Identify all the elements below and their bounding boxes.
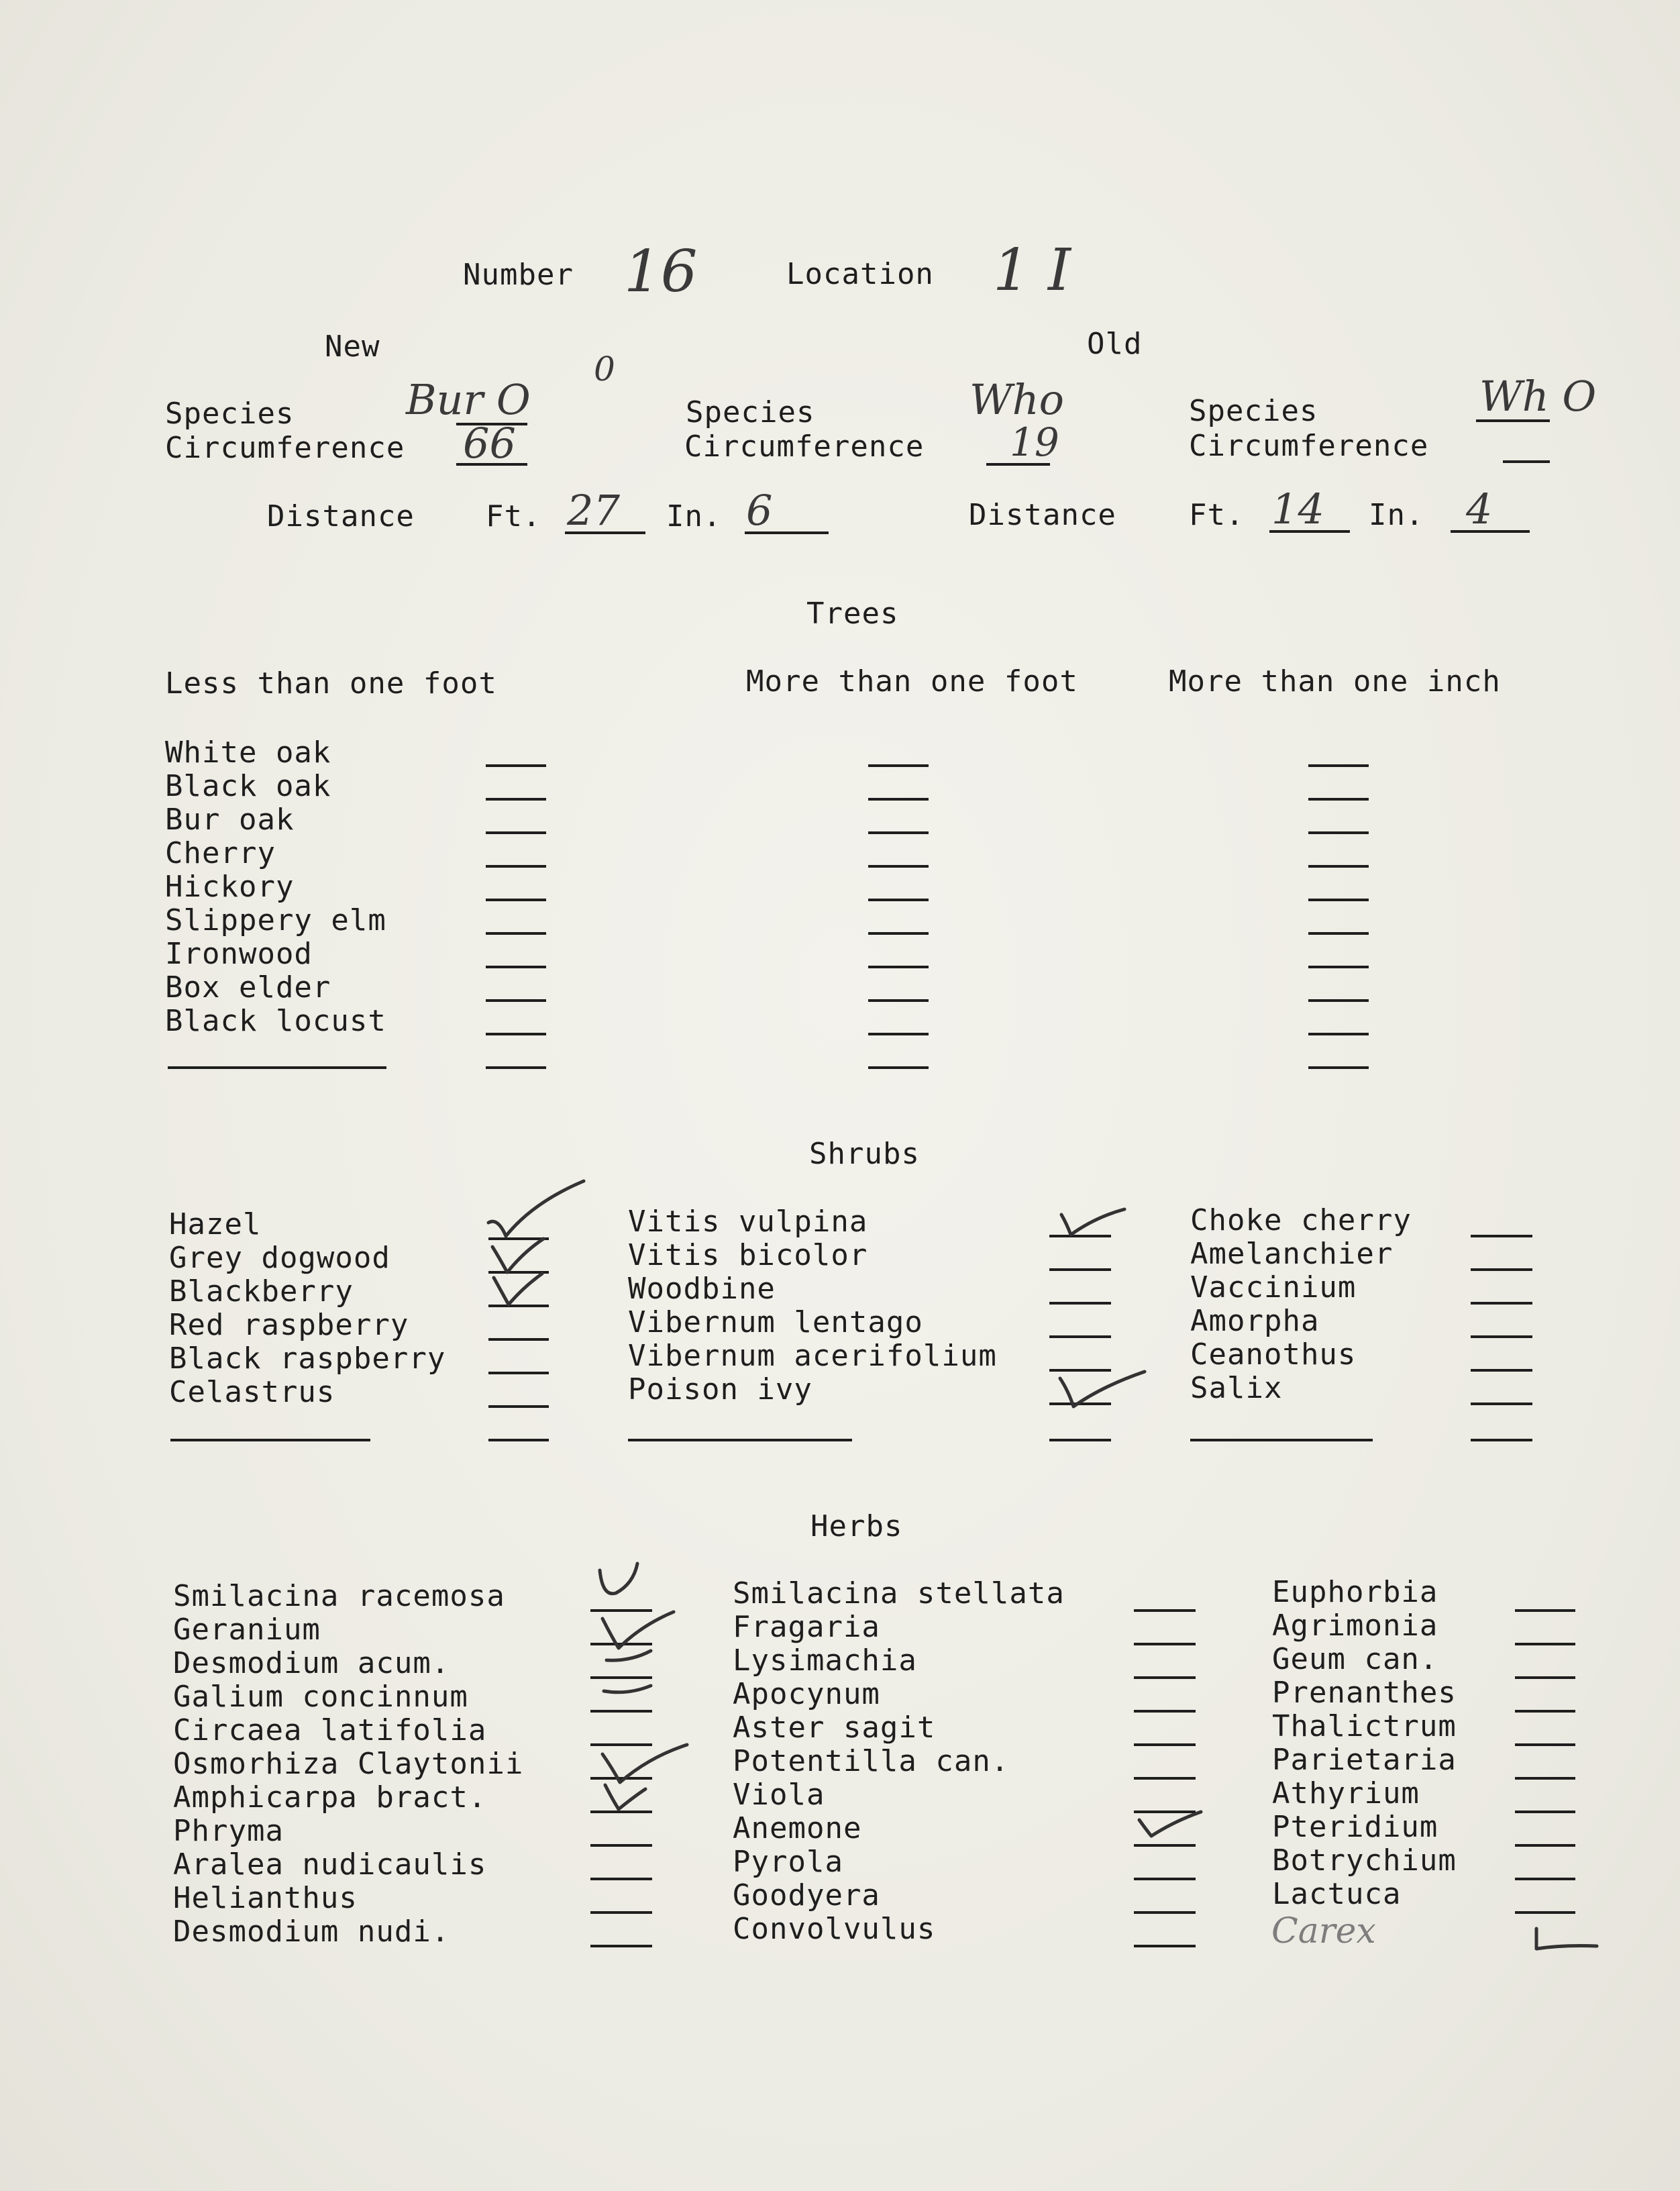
tree-name: Ironwood xyxy=(165,937,313,971)
list-item xyxy=(1272,1643,1587,1676)
herb-name: Athyrium xyxy=(1272,1776,1420,1811)
list-item xyxy=(165,937,1440,971)
list-item xyxy=(1272,1743,1587,1777)
herbs-col1 xyxy=(173,1580,656,1949)
blank-less-than-foot[interactable] xyxy=(486,899,546,901)
list-item xyxy=(173,1613,656,1647)
list-item xyxy=(173,1680,656,1714)
list-item xyxy=(173,1714,656,1747)
tree-name: Black oak xyxy=(165,769,331,803)
old2-species-blank xyxy=(1476,419,1550,422)
list-item xyxy=(1190,1372,1539,1405)
trees-title: Trees xyxy=(806,597,899,631)
herb-name: Amphicarpa bract. xyxy=(173,1780,487,1815)
check-mark-icon xyxy=(596,1564,656,1611)
check-mark-icon xyxy=(488,1267,549,1314)
old1-species-value: Who xyxy=(969,375,1064,424)
old1-species-label: Species xyxy=(686,395,815,429)
herb-name: Phryma xyxy=(173,1814,284,1848)
check-mark-icon xyxy=(1053,1368,1147,1415)
shrubs-title: Shrubs xyxy=(809,1137,920,1171)
list-item xyxy=(173,1848,656,1882)
blank-more-than-inch[interactable] xyxy=(1308,865,1369,868)
list-item xyxy=(1190,1237,1539,1271)
blank-more-than-foot[interactable] xyxy=(868,899,929,901)
check-mark-icon xyxy=(1055,1201,1128,1248)
distance-new-in-value: 6 xyxy=(746,486,773,535)
list-item xyxy=(733,1879,1216,1913)
blank-check[interactable] xyxy=(488,1338,549,1341)
list-item-blank xyxy=(1190,1405,1539,1439)
blank-check[interactable] xyxy=(1049,1302,1111,1305)
shrub-name: Red raspberry xyxy=(169,1308,409,1342)
herb-name: Botrychium xyxy=(1272,1843,1457,1878)
herb-name: Thalictrum xyxy=(1272,1709,1457,1743)
trees-list xyxy=(165,736,1440,1072)
blank-more-than-inch[interactable] xyxy=(1308,1033,1369,1035)
list-item xyxy=(1272,1811,1587,1844)
number-value: 16 xyxy=(624,238,698,305)
old-label: Old xyxy=(1087,327,1143,361)
shrub-name: Amelanchier xyxy=(1190,1237,1394,1271)
herb-name: Pyrola xyxy=(733,1845,843,1879)
blank-check[interactable] xyxy=(590,1844,652,1847)
herb-name: Fragaria xyxy=(733,1610,880,1644)
blank-less-than-foot[interactable] xyxy=(486,764,546,767)
check-mark-icon xyxy=(601,1777,662,1824)
blank-check[interactable] xyxy=(488,1405,549,1408)
herb-name: Apocynum xyxy=(733,1677,880,1711)
distance-old-ft-label: Ft. xyxy=(1189,498,1245,532)
blank-check[interactable] xyxy=(488,1439,549,1441)
blank-check[interactable] xyxy=(1515,1911,1575,1914)
list-item xyxy=(1272,1576,1587,1609)
list-item xyxy=(1272,1710,1587,1743)
herb-name: Euphorbia xyxy=(1272,1575,1438,1609)
check-mark-icon xyxy=(601,1675,662,1722)
old2-species-value: Wh O xyxy=(1479,372,1597,421)
shrub-name: Vitis vulpina xyxy=(628,1205,868,1239)
distance-new-ft-label: Ft. xyxy=(486,499,541,533)
old1-circumference-label: Circumference xyxy=(684,429,925,464)
herb-name: Convolvulus xyxy=(733,1912,936,1946)
blank-more-than-foot[interactable] xyxy=(868,764,929,767)
old1-circumference-blank xyxy=(986,463,1050,466)
blank-shrub-name[interactable] xyxy=(170,1439,370,1441)
list-item xyxy=(165,770,1440,803)
blank-less-than-foot[interactable] xyxy=(486,798,546,801)
herb-name: Parietaria xyxy=(1272,1743,1457,1777)
tree-name: White oak xyxy=(165,735,331,770)
herb-name: Aralea nudicaulis xyxy=(173,1847,487,1882)
herb-name: Aster sagit xyxy=(733,1711,936,1745)
herb-name: Lactuca xyxy=(1272,1877,1402,1911)
distance-old-ft-value: 14 xyxy=(1271,485,1324,533)
shrubs-col3 xyxy=(1190,1204,1539,1439)
new-circumference-blank xyxy=(456,463,527,466)
distance-new-ft-blank xyxy=(565,531,645,534)
list-item xyxy=(628,1272,1138,1306)
distance-new-in-label: In. xyxy=(666,499,722,533)
list-item xyxy=(165,904,1440,937)
blank-less-than-foot[interactable] xyxy=(486,999,546,1002)
blank-more-than-inch[interactable] xyxy=(1308,831,1369,834)
blank-more-than-foot[interactable] xyxy=(868,831,929,834)
list-item xyxy=(173,1781,656,1815)
list-item-blank xyxy=(169,1409,558,1443)
blank-check[interactable] xyxy=(1049,1268,1111,1271)
list-item xyxy=(1190,1271,1539,1305)
list-item xyxy=(733,1745,1216,1778)
herb-name: Helianthus xyxy=(173,1881,358,1915)
new-circumference-label: Circumference xyxy=(165,431,405,465)
list-item xyxy=(733,1644,1216,1678)
list-item xyxy=(1272,1777,1587,1811)
new-species-label: Species xyxy=(165,397,295,431)
list-item xyxy=(165,736,1440,770)
herb-name: Smilacina racemosa xyxy=(173,1579,505,1613)
blank-check[interactable] xyxy=(590,1945,652,1947)
list-item xyxy=(173,1815,656,1848)
check-mark-icon xyxy=(1530,1925,1604,1972)
blank-less-than-foot[interactable] xyxy=(486,1033,546,1035)
blank-more-than-inch[interactable] xyxy=(1308,899,1369,901)
blank-more-than-foot[interactable] xyxy=(868,932,929,935)
list-item xyxy=(628,1306,1138,1339)
distance-new-ft-value: 27 xyxy=(567,486,620,535)
shrub-name: Woodbine xyxy=(628,1272,776,1306)
blank-less-than-foot[interactable] xyxy=(486,966,546,968)
tree-name: Cherry xyxy=(165,836,276,870)
distance-new-label: Distance xyxy=(267,499,415,533)
distance-old-label: Distance xyxy=(969,498,1116,532)
list-item xyxy=(165,1005,1440,1038)
list-item xyxy=(1190,1305,1539,1338)
list-item xyxy=(173,1647,656,1680)
shrub-name: Choke cherry xyxy=(1190,1203,1412,1237)
blank-more-than-foot[interactable] xyxy=(868,966,929,968)
herb-name: Goodyera xyxy=(733,1878,880,1913)
herb-handwritten-extra: Carex xyxy=(1271,1911,1376,1951)
blank-more-than-foot[interactable] xyxy=(868,1033,929,1035)
blank-shrub-name[interactable] xyxy=(628,1439,852,1441)
list-item xyxy=(165,870,1440,904)
shrub-name: Celastrus xyxy=(169,1375,335,1409)
blank-less-than-foot[interactable] xyxy=(486,1066,546,1069)
old2-species-label: Species xyxy=(1189,394,1318,428)
distance-old-in-blank xyxy=(1451,530,1530,533)
blank-check[interactable] xyxy=(1134,1945,1196,1947)
blank-more-than-inch[interactable] xyxy=(1308,798,1369,801)
list-item xyxy=(1272,1844,1587,1878)
distance-old-in-value: 4 xyxy=(1466,485,1493,533)
blank-tree-name[interactable] xyxy=(168,1066,386,1069)
shrub-name: Black raspberry xyxy=(169,1341,446,1376)
blank-more-than-inch[interactable] xyxy=(1308,932,1369,935)
old1-circumference-value: 19 xyxy=(1010,419,1059,465)
blank-more-than-foot[interactable] xyxy=(868,798,929,801)
blank-more-than-foot[interactable] xyxy=(868,865,929,868)
shrub-name: Blackberry xyxy=(169,1274,354,1309)
tree-name: Hickory xyxy=(165,870,295,904)
blank-less-than-foot[interactable] xyxy=(486,831,546,834)
shrub-name: Grey dogwood xyxy=(169,1241,390,1275)
new-circumference-value: 66 xyxy=(463,419,516,468)
blank-check[interactable] xyxy=(1471,1439,1532,1441)
list-item xyxy=(1190,1204,1539,1237)
shrub-name: Vibernum lentago xyxy=(628,1305,923,1339)
tree-name: Bur oak xyxy=(165,803,295,837)
shrub-name: Poison ivy xyxy=(628,1372,812,1407)
list-item xyxy=(173,1747,656,1781)
blank-less-than-foot[interactable] xyxy=(486,932,546,935)
number-label: Number xyxy=(463,258,574,292)
distance-old-ft-blank xyxy=(1269,530,1350,533)
distance-new-in-blank xyxy=(745,531,829,534)
shrub-name: Salix xyxy=(1190,1371,1283,1405)
list-item xyxy=(173,1882,656,1915)
list-item-blank xyxy=(165,1038,1440,1072)
herb-name: Galium concinnum xyxy=(173,1680,468,1714)
list-item xyxy=(169,1342,558,1376)
shrub-name: Hazel xyxy=(169,1207,262,1241)
herb-name: Desmodium nudi. xyxy=(173,1915,450,1949)
blank-more-than-inch[interactable] xyxy=(1308,1066,1369,1069)
trees-col3-header: More than one inch xyxy=(1169,664,1501,699)
blank-check[interactable] xyxy=(1049,1335,1111,1338)
new-species-blank xyxy=(456,423,527,425)
list-item xyxy=(733,1611,1216,1644)
location-value: 1 I xyxy=(993,237,1071,304)
trees-col1-header: Less than one foot xyxy=(165,666,497,701)
herb-name: Geum can. xyxy=(1272,1642,1438,1676)
blank-check[interactable] xyxy=(1049,1439,1111,1441)
herbs-col3 xyxy=(1272,1576,1587,1911)
herb-name: Agrimonia xyxy=(1272,1609,1438,1643)
location-label: Location xyxy=(786,257,934,291)
herb-name: Geranium xyxy=(173,1613,321,1647)
list-item xyxy=(733,1678,1216,1711)
list-item xyxy=(733,1913,1216,1946)
shrub-name: Vitis bicolor xyxy=(628,1238,868,1272)
blank-less-than-foot[interactable] xyxy=(486,865,546,868)
list-item xyxy=(165,971,1440,1005)
tree-name: Black locust xyxy=(165,1004,386,1038)
tree-name: Slippery elm xyxy=(165,903,386,937)
list-item xyxy=(1272,1878,1587,1911)
herb-name: Smilacina stellata xyxy=(733,1576,1065,1611)
blank-shrub-name[interactable] xyxy=(1190,1439,1373,1441)
blank-check[interactable] xyxy=(590,1878,652,1880)
blank-more-than-inch[interactable] xyxy=(1308,764,1369,767)
herb-name: Circaea latifolia xyxy=(173,1713,487,1747)
list-item xyxy=(173,1580,656,1613)
shrub-name: Amorpha xyxy=(1190,1304,1320,1338)
herb-name: Anemone xyxy=(733,1811,862,1845)
new-label: New xyxy=(325,329,380,364)
old2-circumference-label: Circumference xyxy=(1189,429,1429,463)
blank-check[interactable] xyxy=(590,1911,652,1914)
shrub-name: Vaccinium xyxy=(1190,1270,1357,1305)
blank-more-than-foot[interactable] xyxy=(868,999,929,1002)
new-species-value: Bur O xyxy=(406,375,531,424)
blank-check[interactable] xyxy=(488,1372,549,1374)
list-item xyxy=(1190,1338,1539,1372)
blank-more-than-inch[interactable] xyxy=(1308,966,1369,968)
list-item xyxy=(1272,1609,1587,1643)
list-item xyxy=(173,1915,656,1949)
trees-col2-header: More than one foot xyxy=(746,664,1078,699)
list-item xyxy=(733,1711,1216,1745)
list-item xyxy=(1272,1676,1587,1710)
herb-name: Desmodium acum. xyxy=(173,1646,450,1680)
old2-circumference-blank xyxy=(1503,460,1550,463)
herb-name: Viola xyxy=(733,1778,825,1812)
herb-name: Pteridium xyxy=(1272,1810,1438,1844)
list-item xyxy=(165,803,1440,837)
herb-name: Prenanthes xyxy=(1272,1676,1457,1710)
shrub-name: Ceanothus xyxy=(1190,1337,1357,1372)
herb-name: Lysimachia xyxy=(733,1643,917,1678)
list-item xyxy=(165,837,1440,870)
herb-name: Osmorhiza Claytonii xyxy=(173,1747,524,1781)
check-mark-icon xyxy=(486,1176,586,1243)
herbs-title: Herbs xyxy=(810,1509,903,1543)
blank-more-than-inch[interactable] xyxy=(1308,999,1369,1002)
new-extra-mark: 0 xyxy=(594,350,615,389)
shrub-name: Vibernum acerifolium xyxy=(628,1339,997,1373)
blank-more-than-foot[interactable] xyxy=(868,1066,929,1069)
tree-name: Box elder xyxy=(165,970,331,1005)
list-item xyxy=(169,1376,558,1409)
check-mark-icon xyxy=(1134,1805,1208,1852)
distance-old-in-label: In. xyxy=(1369,498,1424,532)
list-item xyxy=(733,1577,1216,1611)
herb-name: Potentilla can. xyxy=(733,1744,1010,1778)
herbs-col2 xyxy=(733,1577,1216,1946)
